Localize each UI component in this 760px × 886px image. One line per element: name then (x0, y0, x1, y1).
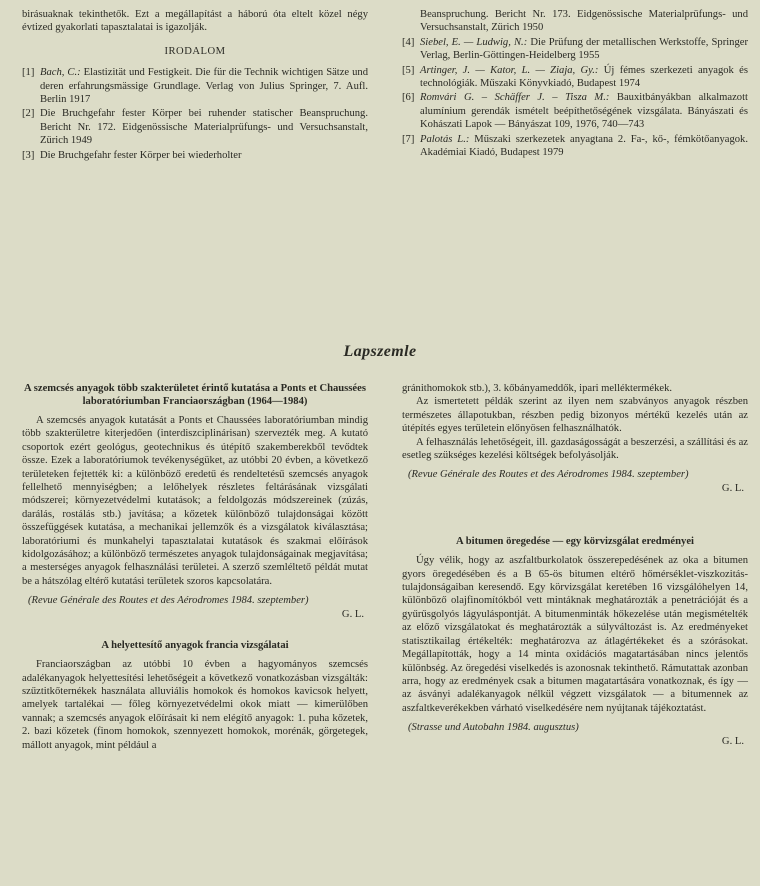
article3-source: (Strasse und Autobahn 1984. augusztus) (408, 722, 579, 734)
article2-signature: G. L. (721, 482, 744, 494)
article3-signature: G. L. (721, 735, 744, 747)
reference-number: [4] (402, 36, 415, 48)
reference-author: Bach, C.: (40, 67, 81, 79)
bottom-left-column (22, 382, 368, 752)
references-list-left (22, 66, 368, 162)
reference-author: Palotás L.: (420, 133, 470, 145)
reference-continuation: Beanspruchung. Bericht Nr. 173. Eidgenössische Materialprüfungs- und Versuchsanstalt, Zürich 1950 (420, 9, 748, 34)
article3-title: A bitumen öregedése — egy körvizsgálat eredményei (456, 536, 694, 548)
article3-paragraph: Úgy vélik, hogy az aszfaltburkolatok összerepedésének az oka a bitumen gyors öregedésében és a B 65-ös bitumen eltérő hőmérséklet-viszkozitás-tulajdonságaiban keresendő. Egy körvizsgálat keretében 16 vizsgálóhelyen 14, különböző olajfinomítókból vett mintáknak meghatározták a penetrációját és a gyűrűsgolyós lágyuláspontját. A bitumenminták hőkezelése után megismételték az előző vizsgálatokat és meghatározták a súlyváltozást is. Az eredményeket statisztikailag értékelték: meghatározva az átlagértékeket és a szórásokat. Megállapították, hogy a 14 minta oxidációs magatartásában nincs jelentős különbség. Az öregedési viselkedés is azonosnak tekinthető. Rámutattak azonban arra, hogy az eredmények csak a bitumen magatartására vonatkoznak, és így — az ásványi adalékanyagok nélkül végzett vizsgálatok — a bitumennek az aszfaltkeverékekben várható viselkedésére nem nyújtanak tájékoztatást. (402, 555, 748, 714)
reference-number: [7] (402, 133, 415, 145)
article1-source: (Revue Générale des Routes et des Aérodromes 1984. szeptember) (28, 595, 309, 607)
reference-item (402, 64, 748, 91)
reference-text: Die Bruchgefahr fester Körper bei wiederholter (40, 149, 242, 161)
reference-item (22, 107, 368, 147)
reference-item (22, 149, 368, 162)
reference-text: Új fémes szerkezeti anyagok és technológiák. Műszaki Könyvkiadó, Budapest 1974 (420, 64, 748, 90)
reference-number: [5] (402, 64, 415, 76)
top-left-column (22, 8, 368, 163)
reference-text: Die Bruchgefahr fester Körper bei ruhender statischer Beanspruchung. Bericht Nr. 172. Eidgenössische Materialprüfungs- und Versuchsanstalt, Zürich 1949 (40, 108, 368, 147)
references-heading: IRODALOM (164, 45, 226, 57)
section-title: Lapszemle (343, 343, 417, 360)
reference-text: Bauxitbányákban alkalmazott alumínium gerendák ismételt beépíthetőségének vizsgálata. Bányászati és Kohászati Lapok — Bányászat 109, 1976, 740—743 (420, 92, 748, 131)
reference-item (22, 66, 368, 106)
reference-text: Elastizität und Festigkeit. Die für die Technik wichtigen Sätze und deren erfahrungsmässige Grundlage. Verlag von Julius Springer, 7. Aufl. Berlin 1917 (40, 67, 368, 106)
reference-item (402, 91, 748, 131)
article1-paragraph: A szemcsés anyagok kutatását a Ponts et Chaussées laboratóriumban mindig több szakterületre kiterjedően (interdiszciplinárisan) szervezték meg. A kutató csoportok ezért geológus, geotechnikus és útépítő szakemberekből tevődtek össze. Ezek a laboratóriumok tevékenységüket, az utóbbi 20 évben, a következő területeken fejtették ki: a különböző eredetű és rendeltetésű szemcsés anyagok fellelhető mennyiségben; a lelőhelyek részletes feltárásának vizsgálati módszerei; környezetvédelmi kutatások; a feldolgozás módszereinek (zúzás, darálás, rostálás stb.) javítása; a kőzetek különböző tulajdonságai között összefüggések kutatása, a mechanikai jellemzők és a vizsgálatok kiválasztása; laboratóriumi és munkahelyi tapasztalatai kutatások és szakmai előírások kidolgozásához; a különböző természetes anyagok tulajdonságainak megjavítása; a mesterséges anyagok felhasználási területei. A szerző szemléltető példát mutat be a hátszólag eltérő kutatási területek szoros kapcsolatára. (22, 415, 368, 587)
article2-title: A helyettesítő anyagok francia vizsgálatai (101, 640, 289, 652)
top-right-column (402, 8, 748, 160)
reference-item (402, 36, 748, 63)
reference-author: Romvári G. – Schäffer J. – Tisza M.: (420, 92, 610, 104)
references-list-right (402, 36, 748, 160)
reference-number: [2] (22, 108, 35, 120)
article1-title: A szemcsés anyagok több szakterületet érintő kutatása a Ponts et Chaussées laboratóriumban Franciaországban (1964—1984) (24, 383, 366, 407)
reference-text: Die Prüfung der metallischen Werkstoffe, Springer Verlag, Berlin-Göttingen-Heidelberg 1955 (420, 36, 748, 62)
reference-author: Artinger, J. — Kator, L. — Ziaja, Gy.: (420, 64, 599, 76)
reference-text: Műszaki szerkezetek anyagtana 2. Fa-, kő-, fémkötőanyagok. Akadémiai Kiadó, Budapest 1979 (420, 133, 749, 159)
article2-paragraph-3: A felhasználás lehetőségeit, ill. gazdaságosságát a beszerzési, a szállítási és az esetleg szükséges kezelési költségek befolyásolják. (402, 436, 748, 462)
article2-continuation: gránithomokok stb.), 3. kőbányameddők, ipari melléktermékek. (402, 383, 673, 394)
reference-number: [6] (402, 92, 415, 104)
intro-text: birásuaknak tekinthetők. Ezt a megállapítást a háború óta eltelt közel négy évtized gyakorlati tapasztalatai is igazolják. (22, 9, 368, 34)
article2-source: (Revue Générale des Routes et des Aérodromes 1984. szeptember) (408, 469, 689, 481)
article2-paragraph-2: Az ismertetett példák szerint az ilyen nem szabványos anyagok részben természetes állapotukban, részben pedig bizonyos mértékű kezelés után az útépítés egyes területein előnyösen felhasználhatók. (402, 396, 748, 435)
article2-paragraph: Franciaországban az utóbbi 10 évben a hagyományos szemcsés adalékanyagok helyettesítési lehetőségeit a következő vonatkozásban vizsgálták: szűztitkőternékek használata alluviális homokok és homokos kavicsok helyett, amelyek tartalékai — főleg környezetvédelmi okok miatt — kimerülőben vannak; a szemcsés anyagok előírásait ki nem elégítő anyagok: 1. puha kőzetek, 2. bazi kőzetek (finom homokok, szennyezett homokok, morénák, görgetegek, mállott anyagok, mint például a (22, 659, 368, 751)
article1-signature: G. L. (341, 608, 364, 620)
reference-number: [1] (22, 67, 35, 79)
reference-author: Siebel, E. — Ludwig, N.: (420, 36, 528, 48)
reference-item (402, 133, 748, 160)
bottom-right-column (402, 382, 748, 748)
reference-number: [3] (22, 149, 35, 161)
